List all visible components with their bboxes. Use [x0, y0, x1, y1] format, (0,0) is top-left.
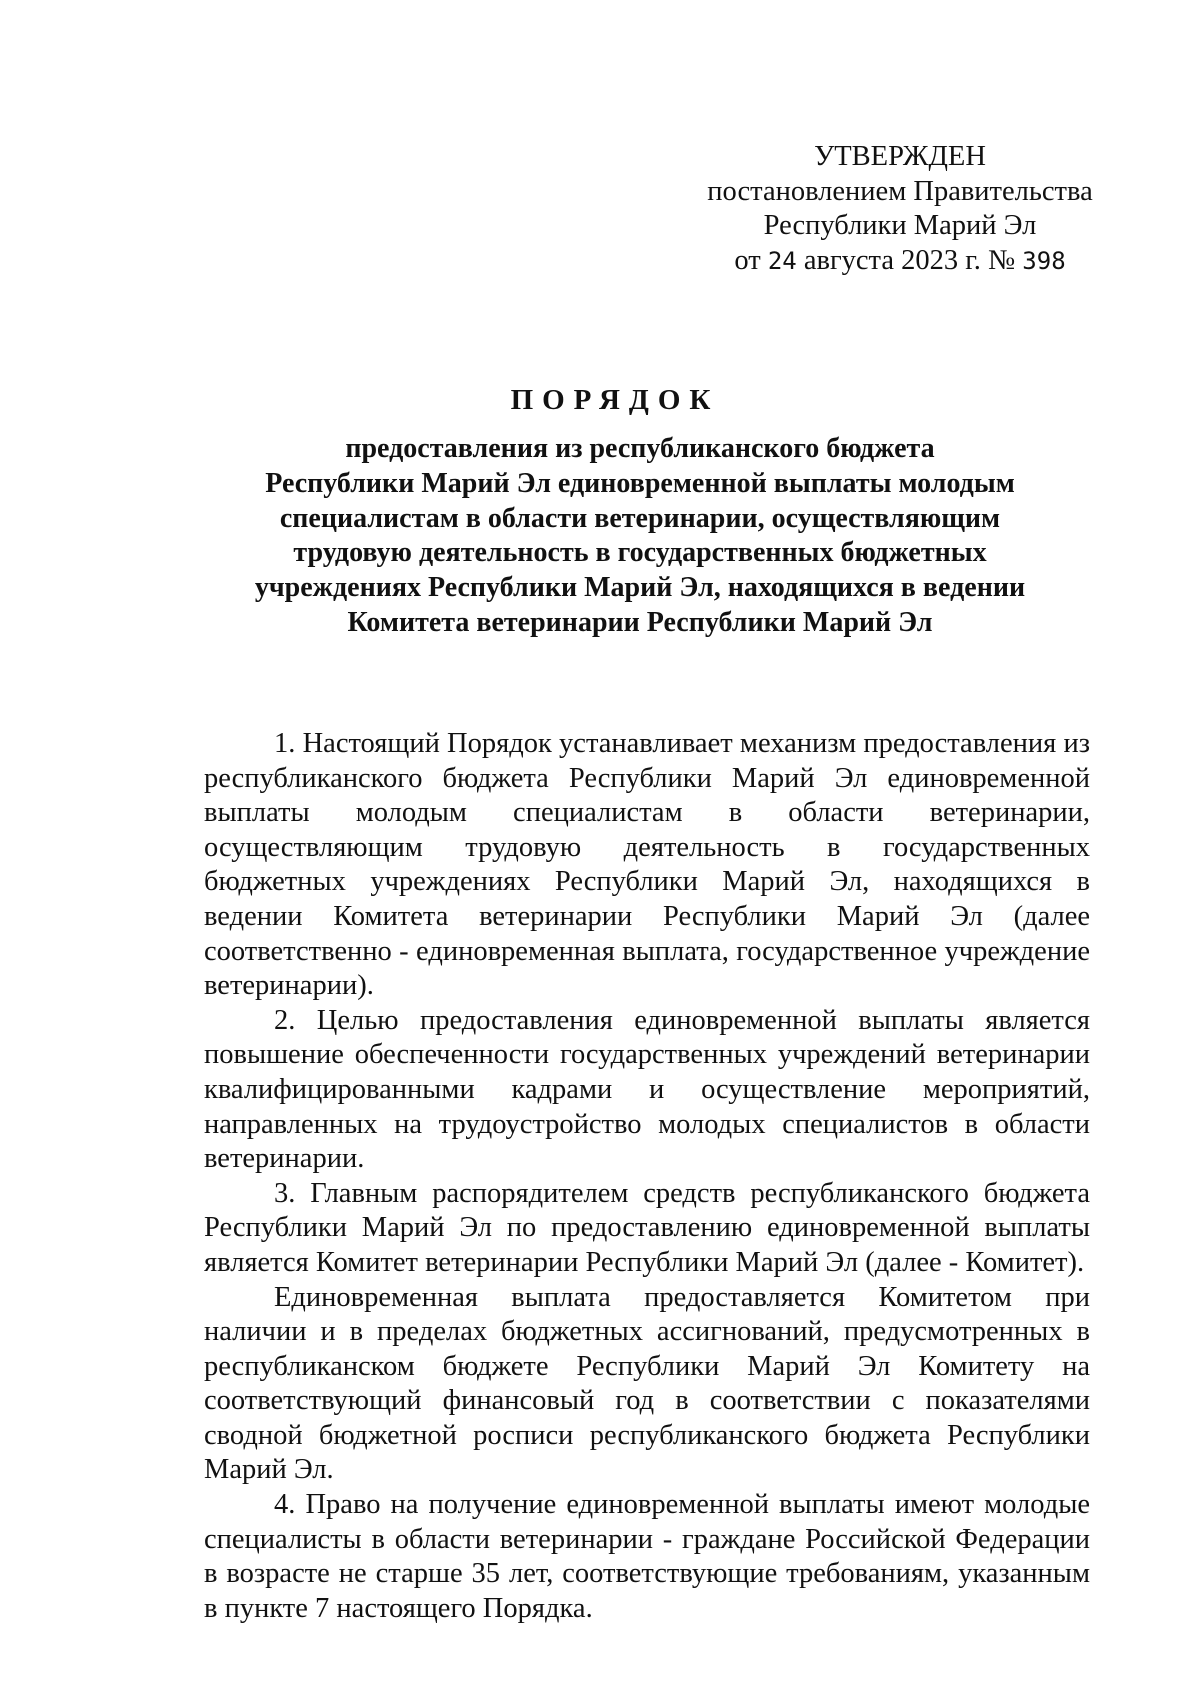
approval-issuer: постановлением Правительства — [707, 175, 1093, 207]
document-subtitle — [200, 432, 1080, 641]
document-body — [204, 727, 1090, 1626]
subtitle-line: трудовую деятельность в государственных бюджетных — [293, 537, 987, 569]
paragraph-1: 1. Настоящий Порядок устанавливает механизм предоставления из республиканского бюджета Республики Марий Эл единовременной выплаты молодым специалистам в области ветеринарии, осуществляющим трудовую деятельность в государственных бюджетных учреждениях Республики Марий Эл, находящихся в ведении Комитета ветеринарии Республики Марий Эл (далее соответственно - единовременная выплата, государственное учреждение ветеринарии). — [204, 728, 1090, 1002]
subtitle-line: учреждениях Республики Марий Эл, находящихся в ведении — [254, 572, 1026, 604]
paragraph-3: 3. Главным распорядителем средств республиканского бюджета Республики Марий Эл по предоставлению единовременной выплаты является Комитет ветеринарии Республики Марий Эл (далее - Комитет). — [204, 1177, 1090, 1278]
paragraph-3-continuation: Единовременная выплата предоставляется Комитетом при наличии и в пределах бюджетных ассигнований, предусмотренных в республиканском бюджете Республики Марий Эл Комитету на соответствующий финансовый год в соответствии с показателями сводной бюджетной росписи республиканского бюджета Республики Марий Эл. — [204, 1281, 1090, 1486]
approval-number: 398 — [1022, 246, 1066, 275]
approval-month-year: августа 2023 г. № — [803, 244, 1016, 276]
approval-heading: УТВЕРЖДЕН — [814, 141, 986, 172]
approval-stamp-block — [680, 140, 1120, 278]
approval-date-line — [680, 244, 1120, 279]
paragraph-4: 4. Право на получение единовременной выплаты имеют молодые специалисты в области ветеринарии - граждане Российской Федерации в возрасте не старше 35 лет, соответствующие требованиям, указанным в пункте 7 настоящего Порядка. — [204, 1489, 1090, 1624]
paragraph-2: 2. Целью предоставления единовременной выплаты является повышение обеспеченности государственных учреждений ветеринарии квалифицированными кадрами и осуществление мероприятий, направленных на трудоустройство молодых специалистов в области ветеринарии. — [204, 1004, 1090, 1175]
subtitle-line: Республики Марий Эл единовременной выплаты молодым — [265, 467, 1015, 499]
approval-day: 24 — [767, 246, 797, 275]
subtitle-line: специалистам в области ветеринарии, осуществляющим — [279, 502, 1001, 534]
subtitle-line: Комитета ветеринарии Республики Марий Эл — [347, 606, 933, 638]
document-title: ПОРЯДОК — [510, 384, 720, 416]
subtitle-line: предоставления из республиканского бюджета — [345, 433, 935, 464]
approval-date-prefix: от — [734, 244, 761, 276]
approval-region: Республики Марий Эл — [763, 210, 1037, 241]
